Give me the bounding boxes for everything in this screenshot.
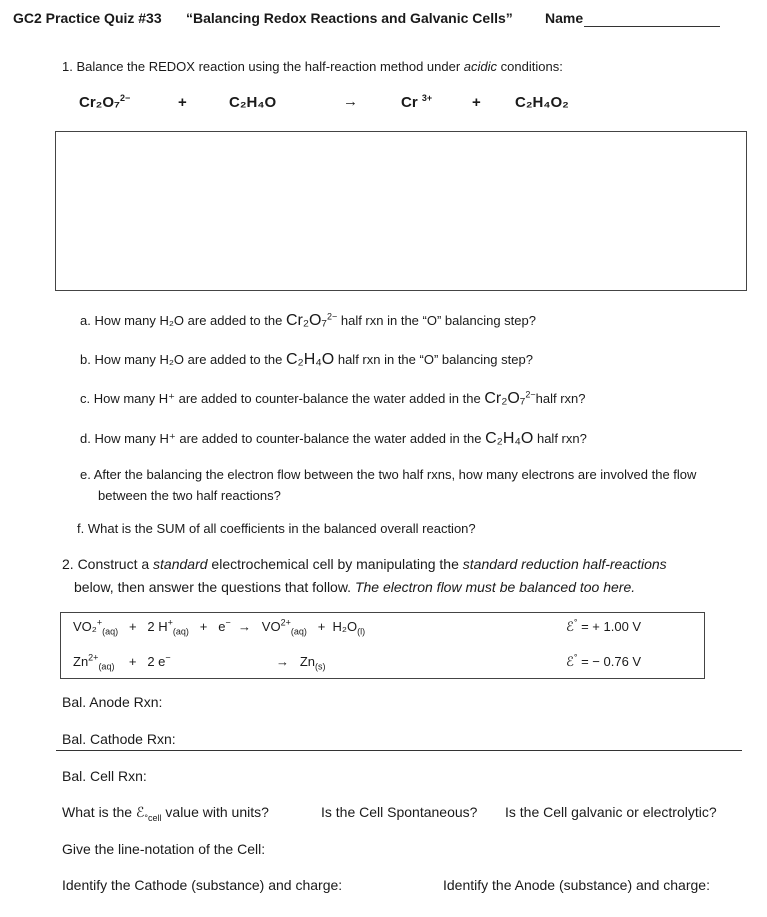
cell-rxn-label: Bal. Cell Rxn: bbox=[62, 768, 147, 784]
q1b-text: b. How many H₂O are added to the C₂H₄O half rxn in the “O” balancing step? bbox=[80, 351, 533, 368]
q1a-text: a. How many H₂O are added to the Cr₂O₇$^{2-}$ half rxn in the “O” balancing step? bbox=[80, 311, 536, 329]
q1-reactant-ethanal: C₂H₄O bbox=[229, 94, 277, 111]
q1-plus-2: + bbox=[472, 94, 481, 111]
q1-reactant-dichromate: Cr₂O₇$^{2-}$ bbox=[79, 93, 131, 111]
zinc-potential: ℰ° = − 0.76 V bbox=[566, 652, 642, 669]
ecell-question: What is the ℰ$_{^\circ cell}$ value with units? bbox=[62, 804, 269, 823]
quiz-number: GC2 Practice Quiz #33 bbox=[13, 10, 162, 26]
q1e-text-line2: between the two half reactions? bbox=[98, 488, 281, 503]
q1f-text: f. What is the SUM of all coefficients in the balanced overall reaction? bbox=[77, 521, 476, 536]
name-blank-line[interactable] bbox=[584, 26, 720, 27]
script-e-symbol: ℰ bbox=[566, 654, 574, 669]
q1-plus-1: + bbox=[178, 94, 187, 111]
q1c-text: c. How many H⁺ are added to counter-balance the water added in the Cr₂O₇$^{2-}$half rxn? bbox=[80, 389, 586, 407]
q1-product-acid: C₂H₄O₂ bbox=[515, 94, 569, 111]
name-label: Name bbox=[545, 10, 584, 26]
script-e-symbol: ℰ bbox=[566, 619, 574, 634]
quiz-title: “Balancing Redox Reactions and Galvanic Cells” bbox=[186, 10, 513, 26]
identify-cathode-question: Identify the Cathode (substance) and charge: bbox=[62, 877, 343, 893]
q1d-text: d. How many H⁺ are added to counter-balance the water added in the C₂H₄O half rxn? bbox=[80, 430, 587, 447]
q2-prompt-line2: below, then answer the questions that follow. The electron flow must be balanced too here. bbox=[74, 579, 636, 595]
vanadium-potential: ℰ° = + 1.00 V bbox=[566, 617, 642, 634]
zinc-product: → $Zn_{(s)}$ bbox=[276, 654, 326, 672]
anode-rxn-label: Bal. Anode Rxn: bbox=[62, 694, 163, 710]
q1e-text-line1: e. After the balancing the electron flow between the two half rxns, how many electrons are involved the flow bbox=[80, 467, 697, 482]
line-notation-question: Give the line-notation of the Cell: bbox=[62, 841, 266, 857]
spontaneous-question: Is the Cell Spontaneous? bbox=[321, 804, 478, 820]
q1-product-chromium: Cr $^{3+}$ bbox=[401, 93, 433, 111]
q2-prompt-line1: 2. Construct a standard electrochemical cell by manipulating the standard reduction half-reactions bbox=[62, 556, 667, 572]
identify-anode-question: Identify the Anode (substance) and charge: bbox=[443, 877, 710, 893]
q1-prompt: 1. Balance the REDOX reaction using the half-reaction method under acidic conditions: bbox=[62, 59, 563, 74]
cathode-divider-line bbox=[56, 750, 742, 751]
script-e-symbol: ℰ bbox=[135, 804, 145, 820]
cathode-rxn-label: Bal. Cathode Rxn: bbox=[62, 731, 176, 747]
galvanic-question: Is the Cell galvanic or electrolytic? bbox=[505, 804, 717, 820]
zinc-reduction-reaction: $Zn^{2+}_{(aq)}$ + 2 e− bbox=[73, 652, 171, 672]
vanadium-reduction-reaction: $VO_2^+_{(aq)}$ + 2 $H^+_{(aq)}$ + e− → $VO^{2+}_{(aq)}$ + $H_2O_{(l)}$ bbox=[73, 617, 366, 637]
q1-answer-box[interactable] bbox=[55, 131, 747, 291]
q1-arrow: → bbox=[343, 93, 358, 110]
